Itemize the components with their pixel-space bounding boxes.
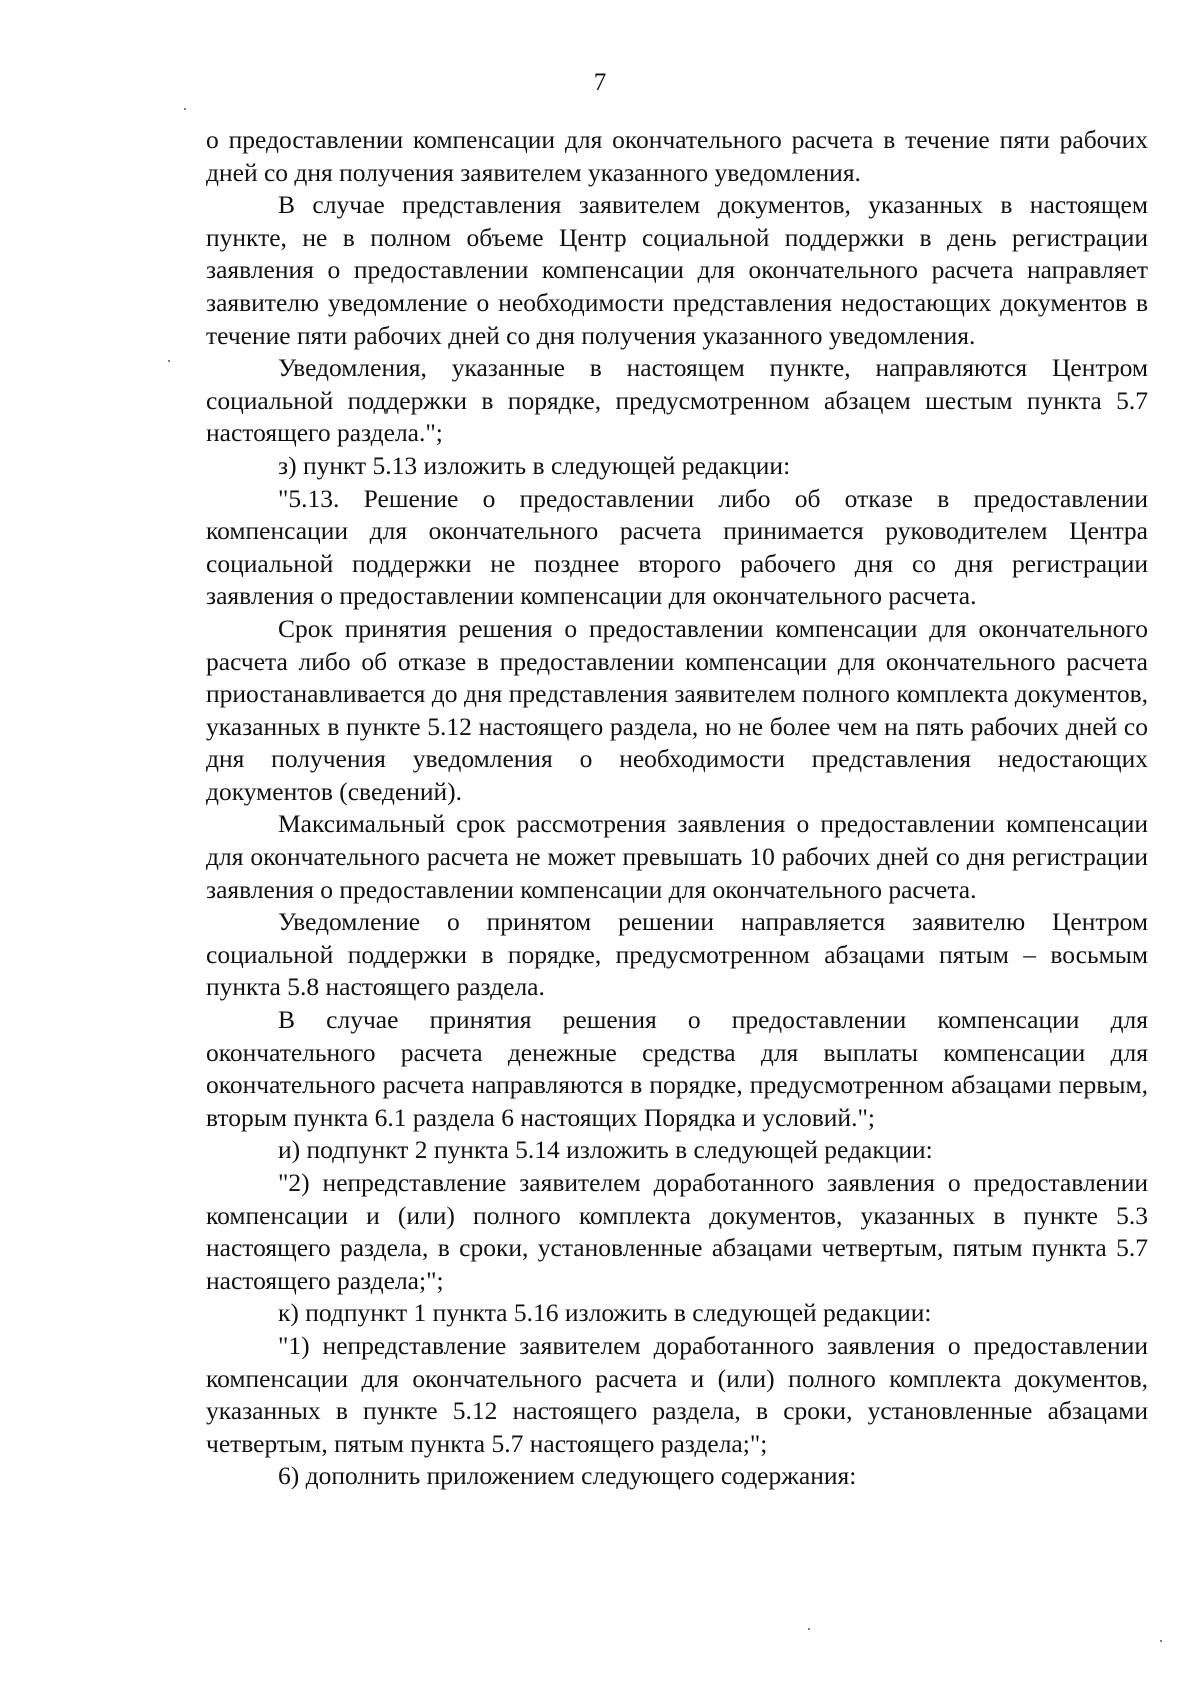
paragraph: В случае представления заявителем документов, указанных в настоящем пункте, не в полном объеме Центр социальной поддержки в день регистрации заявления о предоставлении компенсации для окончательного расчета направляет заявителю уведомление о необходимости представления недостающих документов в течение пяти рабочих дней со дня получения указанного уведомления. — [206, 190, 1148, 350]
paragraph: Максимальный срок рассмотрения заявления о предоставлении компенсации для окончательного расчета не может превышать 10 рабочих дней со дня регистрации заявления о предоставлении компенсации для окончательного расчета. — [206, 809, 1148, 904]
scan-speck — [1160, 1640, 1162, 1642]
paragraph: к) подпункт 1 пункта 5.16 изложить в следующей редакции: — [278, 1298, 932, 1328]
paragraph: Срок принятия решения о предоставлении компенсации для окончательного расчета либо об отказе в предоставлении компенсации для окончательного расчета приостанавливается до дня представления заявителем полного комплекта документов, указанных в пункте 5.12 настоящего раздела, но не более чем на пять рабочих дней со дня получения уведомления о необходимости представления недостающих документов (сведений). — [206, 613, 1148, 806]
paragraph: Уведомление о принятом решении направляется заявителю Центром социальной поддержки в порядке, предусмотренном абзацами пятым – восьмым пункта 5.8 настоящего раздела. — [206, 907, 1148, 1002]
scan-speck — [168, 360, 170, 362]
document-body — [206, 124, 1148, 1493]
paragraph: "5.13. Решение о предоставлении либо об отказе в предоставлении компенсации для окончательного расчета принимается руководителем Центра социальной поддержки не позднее второго рабочего дня со дня регистрации заявления о предоставлении компенсации для окончательного расчета. — [206, 483, 1148, 611]
page-number: 7 — [593, 69, 607, 96]
paragraph: Уведомления, указанные в настоящем пункте, направляются Центром социальной поддержки в порядке, предусмотренном абзацем шестым пункта 5.7 настоящего раздела."; — [206, 353, 1148, 448]
paragraph: В случае принятия решения о предоставлении компенсации для окончательного расчета денежные средства для выплаты компенсации для окончательного расчета направляются в порядке, предусмотренном абзацами первым, вторым пункта 6.1 раздела 6 настоящих Порядка и условий."; — [206, 1005, 1148, 1132]
scan-speck — [808, 1628, 810, 1630]
paragraph: з) пункт 5.13 изложить в следующей редакции: — [278, 450, 791, 480]
paragraph: 6) дополнить приложением следующего содержания: — [278, 1461, 857, 1491]
paragraph: "2) непредставление заявителем доработанного заявления о предоставлении компенсации и (или) полного комплекта документов, указанных в пункте 5.3 настоящего раздела, в сроки, установленные абзацами четвертым, пятым пункта 5.7 настоящего раздела;"; — [206, 1168, 1148, 1295]
scan-speck — [184, 108, 186, 110]
paragraph: и) подпункт 2 пункта 5.14 изложить в следующей редакции: — [278, 1135, 933, 1165]
paragraph: "1) непредставление заявителем доработанного заявления о предоставлении компенсации для окончательного расчета и (или) полного комплекта документов, указанных в пункте 5.12 настоящего раздела, в сроки, установленные абзацами четвертым, пятым пункта 5.7 настоящего раздела;"; — [206, 1330, 1148, 1458]
paragraph-continuation: о предоставлении компенсации для окончательного расчета в течение пяти рабочих дней со дня получения заявителем указанного уведомления. — [206, 125, 1148, 187]
